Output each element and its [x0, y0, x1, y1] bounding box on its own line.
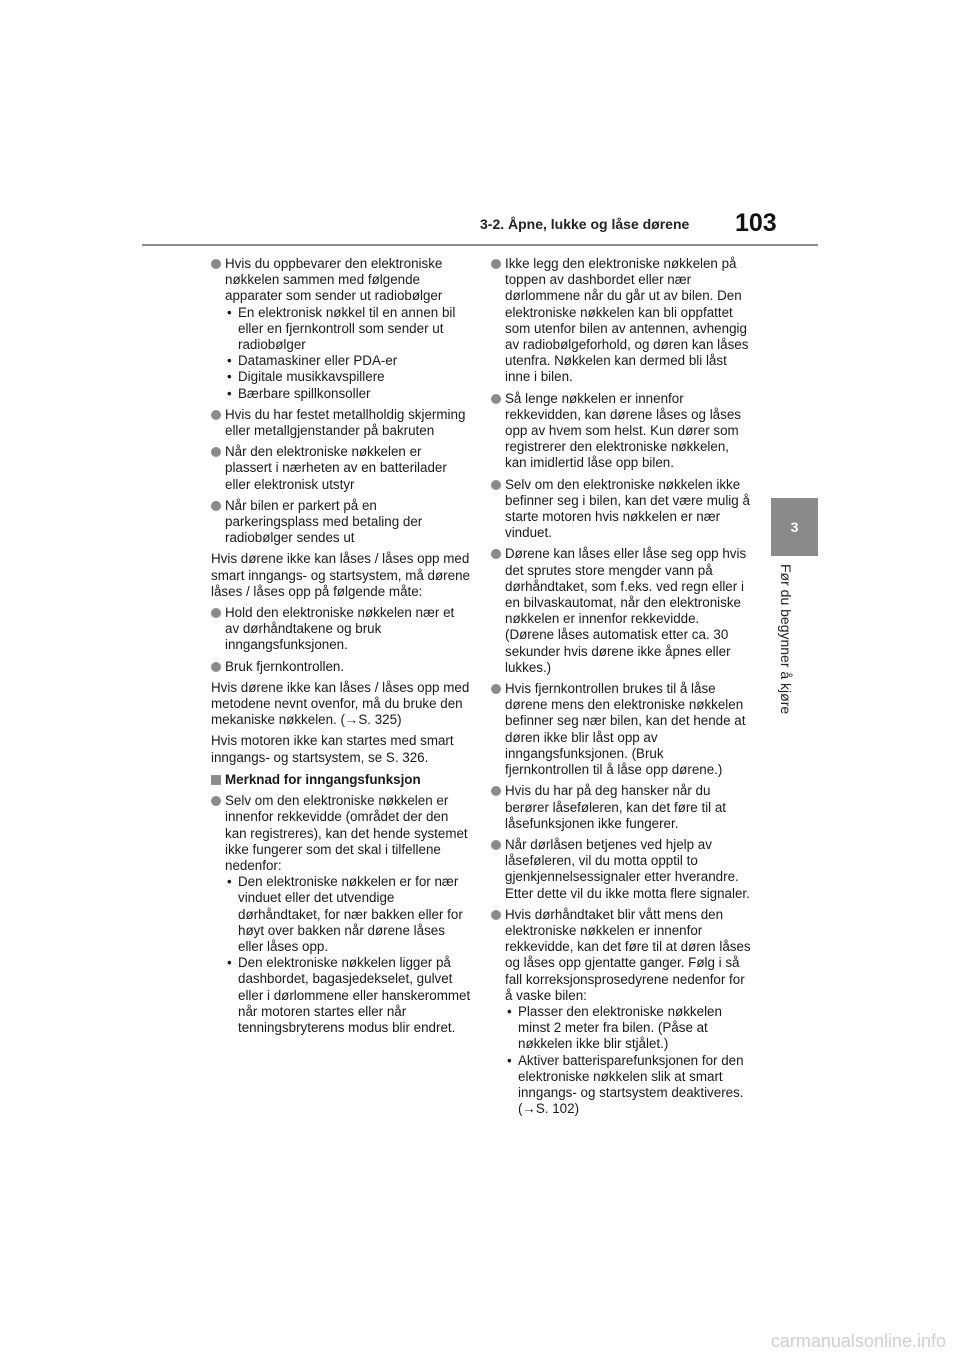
sub-text: Plasser den elektroniske nøkkelen minst 2 meter fra bilen. (Påse at nøkkelen ikke blir stjålet.): [518, 1003, 722, 1052]
bullet-dot-icon: [211, 259, 221, 269]
paragraph: Hvis dørene ikke kan låses / låses opp med smart inngangs- og startsystem, må dørene låses / låses opp på følgende måte:: [211, 551, 470, 599]
bullet-item: [211, 256, 471, 402]
left-column: [211, 256, 471, 1041]
section-title: 3-2. Åpne, lukke og låse dørene: [480, 216, 690, 232]
sub-text: Den elektroniske nøkkelen ligger på dashbordet, bagasjedekselet, gulvet eller i dørlommene eller hanskerommet når motoren startes eller når tenningsbryterens modus blir endret.: [238, 955, 471, 1035]
sub-item: [505, 1004, 751, 1053]
bullet-dot-icon: [491, 840, 501, 850]
paragraph: Hvis dørene ikke kan låses / låses opp med metodene nevnt ovenfor, må du bruke den mekaniske nøkkelen. (→S. 325): [211, 679, 470, 728]
bullet-item: [491, 477, 751, 542]
header-rule: [142, 244, 818, 246]
chapter-tab: 3: [771, 498, 818, 556]
sub-dot-icon: •: [227, 369, 232, 385]
bullet-text: Hvis du oppbevarer den elektroniske nøkkelen sammen med følgende apparater som sender ut radiobølger: [225, 256, 443, 304]
bullet-text: Hvis du har festet metallholdig skjerming eller metallgjenstander på bakruten: [225, 406, 466, 439]
bullet-text: Hvis fjernkontrollen brukes til å låse dørene mens den elektroniske nøkkelen befinner seg nær bilen, kan det hende at døren ikke blir låst opp av inngangsfunksjonen. (Bruk fjernkontrollen til å låse opp dørene.): [505, 681, 746, 778]
bullet-dot-icon: [211, 662, 221, 672]
sub-text: En elektronisk nøkkel til en annen bil eller en fjernkontroll som sender ut radiobølger: [238, 304, 456, 353]
bullet-item: [491, 907, 751, 1118]
bullet-dot-icon: [491, 549, 501, 559]
sub-dot-icon: •: [227, 874, 232, 890]
bullet-text: Hvis du har på deg hansker når du berører låseføleren, kan det føre til at låsefunksjonen ikke fungerer.: [505, 783, 727, 831]
sub-dot-icon: •: [507, 1052, 512, 1068]
sub-text: Aktiver batterisparefunksjonen for den elektroniske nøkkelen slik at smart inngangs- og startsystem deaktiveres. (→S. 102): [518, 1052, 744, 1117]
bullet-item: [211, 444, 471, 493]
bullet-text: Selv om den elektroniske nøkkelen ikke befinner seg i bilen, kan det være mulig å starte motoren hvis nøkkelen er nær vinduet.: [505, 476, 750, 541]
paragraph: Hvis motoren ikke kan startes med smart inngangs- og startsystem, se S. 326.: [211, 733, 454, 765]
sub-text: Den elektroniske nøkkelen er for nær vinduet eller det utvendige dørhåndtaket, for nær bakken eller for høyt over bakken når dørene låses eller låses opp.: [238, 874, 463, 954]
bullet-text: Når den elektroniske nøkkelen er plassert i nærheten av en batterilader eller elektronisk utstyr: [225, 444, 447, 492]
bullet-item: [491, 256, 751, 386]
bullet-dot-icon: [491, 786, 501, 796]
bullet-item: [491, 546, 751, 676]
sub-item: [225, 369, 471, 385]
sub-item: [225, 305, 471, 354]
bullet-item: [211, 605, 471, 654]
sub-item: [505, 1053, 751, 1118]
bullet-text: Hvis dørhåndtaket blir vått mens den elektroniske nøkkelen er innenfor rekkevidde, kan det føre til at døren låses og låses opp gjentatte ganger. Følg i så fall korreksjonsprosedyrene nedenfor for å vaske bilen:: [505, 906, 751, 1003]
bullet-dot-icon: [491, 480, 501, 490]
bullet-item: [491, 391, 751, 472]
bullet-text: Bruk fjernkontrollen.: [225, 658, 345, 674]
bullet-text: Når bilen er parkert på en parkeringsplass med betaling der radiobølger sendes ut: [225, 497, 423, 546]
sub-item: [225, 353, 471, 369]
sub-text: Digitale musikkavspillere: [238, 369, 385, 385]
bullet-dot-icon: [211, 447, 221, 457]
bullet-text: Dørene kan låses eller låse seg opp hvis det sprutes store mengder vann på dørhåndtaket, som f.eks. ved regn eller i en bilvaskautomat, når den elektroniske nøkkelen er innenfor rekkevidde. (Dørene låses automatisk etter ca. 30 sekunder hvis dørene ikke åpnes eller lukkes.): [505, 546, 747, 675]
sub-item: [225, 386, 471, 402]
heading-text: Merknad for inngangsfunksjon: [225, 771, 421, 787]
sub-item: [225, 955, 471, 1036]
bullet-text: Så lenge nøkkelen er innenfor rekkevidden, kan dørene låses og låses opp av hvem som helst. Kun dører som registrerer den elektroniske nøkkelen, kan imidlertid låse opp bilen.: [505, 390, 741, 471]
sub-item: [225, 874, 471, 955]
bullet-text: Hold den elektroniske nøkkelen nær et av dørhåndtakene og bruk inngangsfunksjonen.: [225, 605, 455, 653]
sub-dot-icon: •: [227, 955, 232, 971]
page-number: 103: [735, 209, 777, 237]
sub-text: Datamaskiner eller PDA-er: [238, 353, 398, 369]
footer-logo: carmanualsonline.info: [770, 1331, 946, 1351]
bullet-item: [211, 498, 471, 547]
bullet-dot-icon: [491, 684, 501, 694]
bullet-dot-icon: [491, 259, 501, 269]
right-column: [491, 256, 751, 1122]
sub-dot-icon: •: [227, 353, 232, 369]
bullet-dot-icon: [211, 796, 221, 806]
bullet-item: [211, 659, 471, 675]
bullet-text: Ikke legg den elektroniske nøkkelen på toppen av dashbordet eller nær dørlommene når du går ut av bilen. Den elektroniske nøkkelen kan bli oppfattet som utenfor bilen av antennen, avhengig av radiobølgeforhold, og døren kan låses utenfra. Nøkkelen kan dermed bli låst inne i bilen.: [505, 256, 749, 385]
bullet-item: [491, 681, 751, 778]
bullet-item: [211, 407, 471, 439]
sub-dot-icon: •: [507, 1003, 512, 1019]
bullet-text: Selv om den elektroniske nøkkelen er innenfor rekkevidde (området der den kan registreres), kan det hende systemet ikke fungerer som det skal i tilfellene nedenfor:: [225, 793, 468, 873]
bullet-dot-icon: [211, 410, 221, 420]
bullet-dot-icon: [211, 608, 221, 618]
chapter-title: Før du begynner å kjøre: [778, 564, 794, 715]
sub-text: Bærbare spillkonsoller: [238, 385, 371, 401]
bullet-item: [491, 837, 751, 902]
bullet-item: [491, 783, 751, 832]
bullet-item: [211, 793, 471, 1036]
subsection-heading: [211, 772, 471, 788]
bullet-dot-icon: [491, 910, 501, 920]
bullet-text: Når dørlåsen betjenes ved hjelp av låseføleren, vil du motta opptil to gjenkjennelsessignaler etter hverandre. Etter dette vil du ikke motta flere signaler.: [505, 836, 750, 901]
square-bullet-icon: [211, 775, 221, 785]
sub-dot-icon: •: [227, 385, 232, 401]
bullet-dot-icon: [491, 394, 501, 404]
bullet-dot-icon: [211, 501, 221, 511]
sub-dot-icon: •: [227, 304, 232, 320]
